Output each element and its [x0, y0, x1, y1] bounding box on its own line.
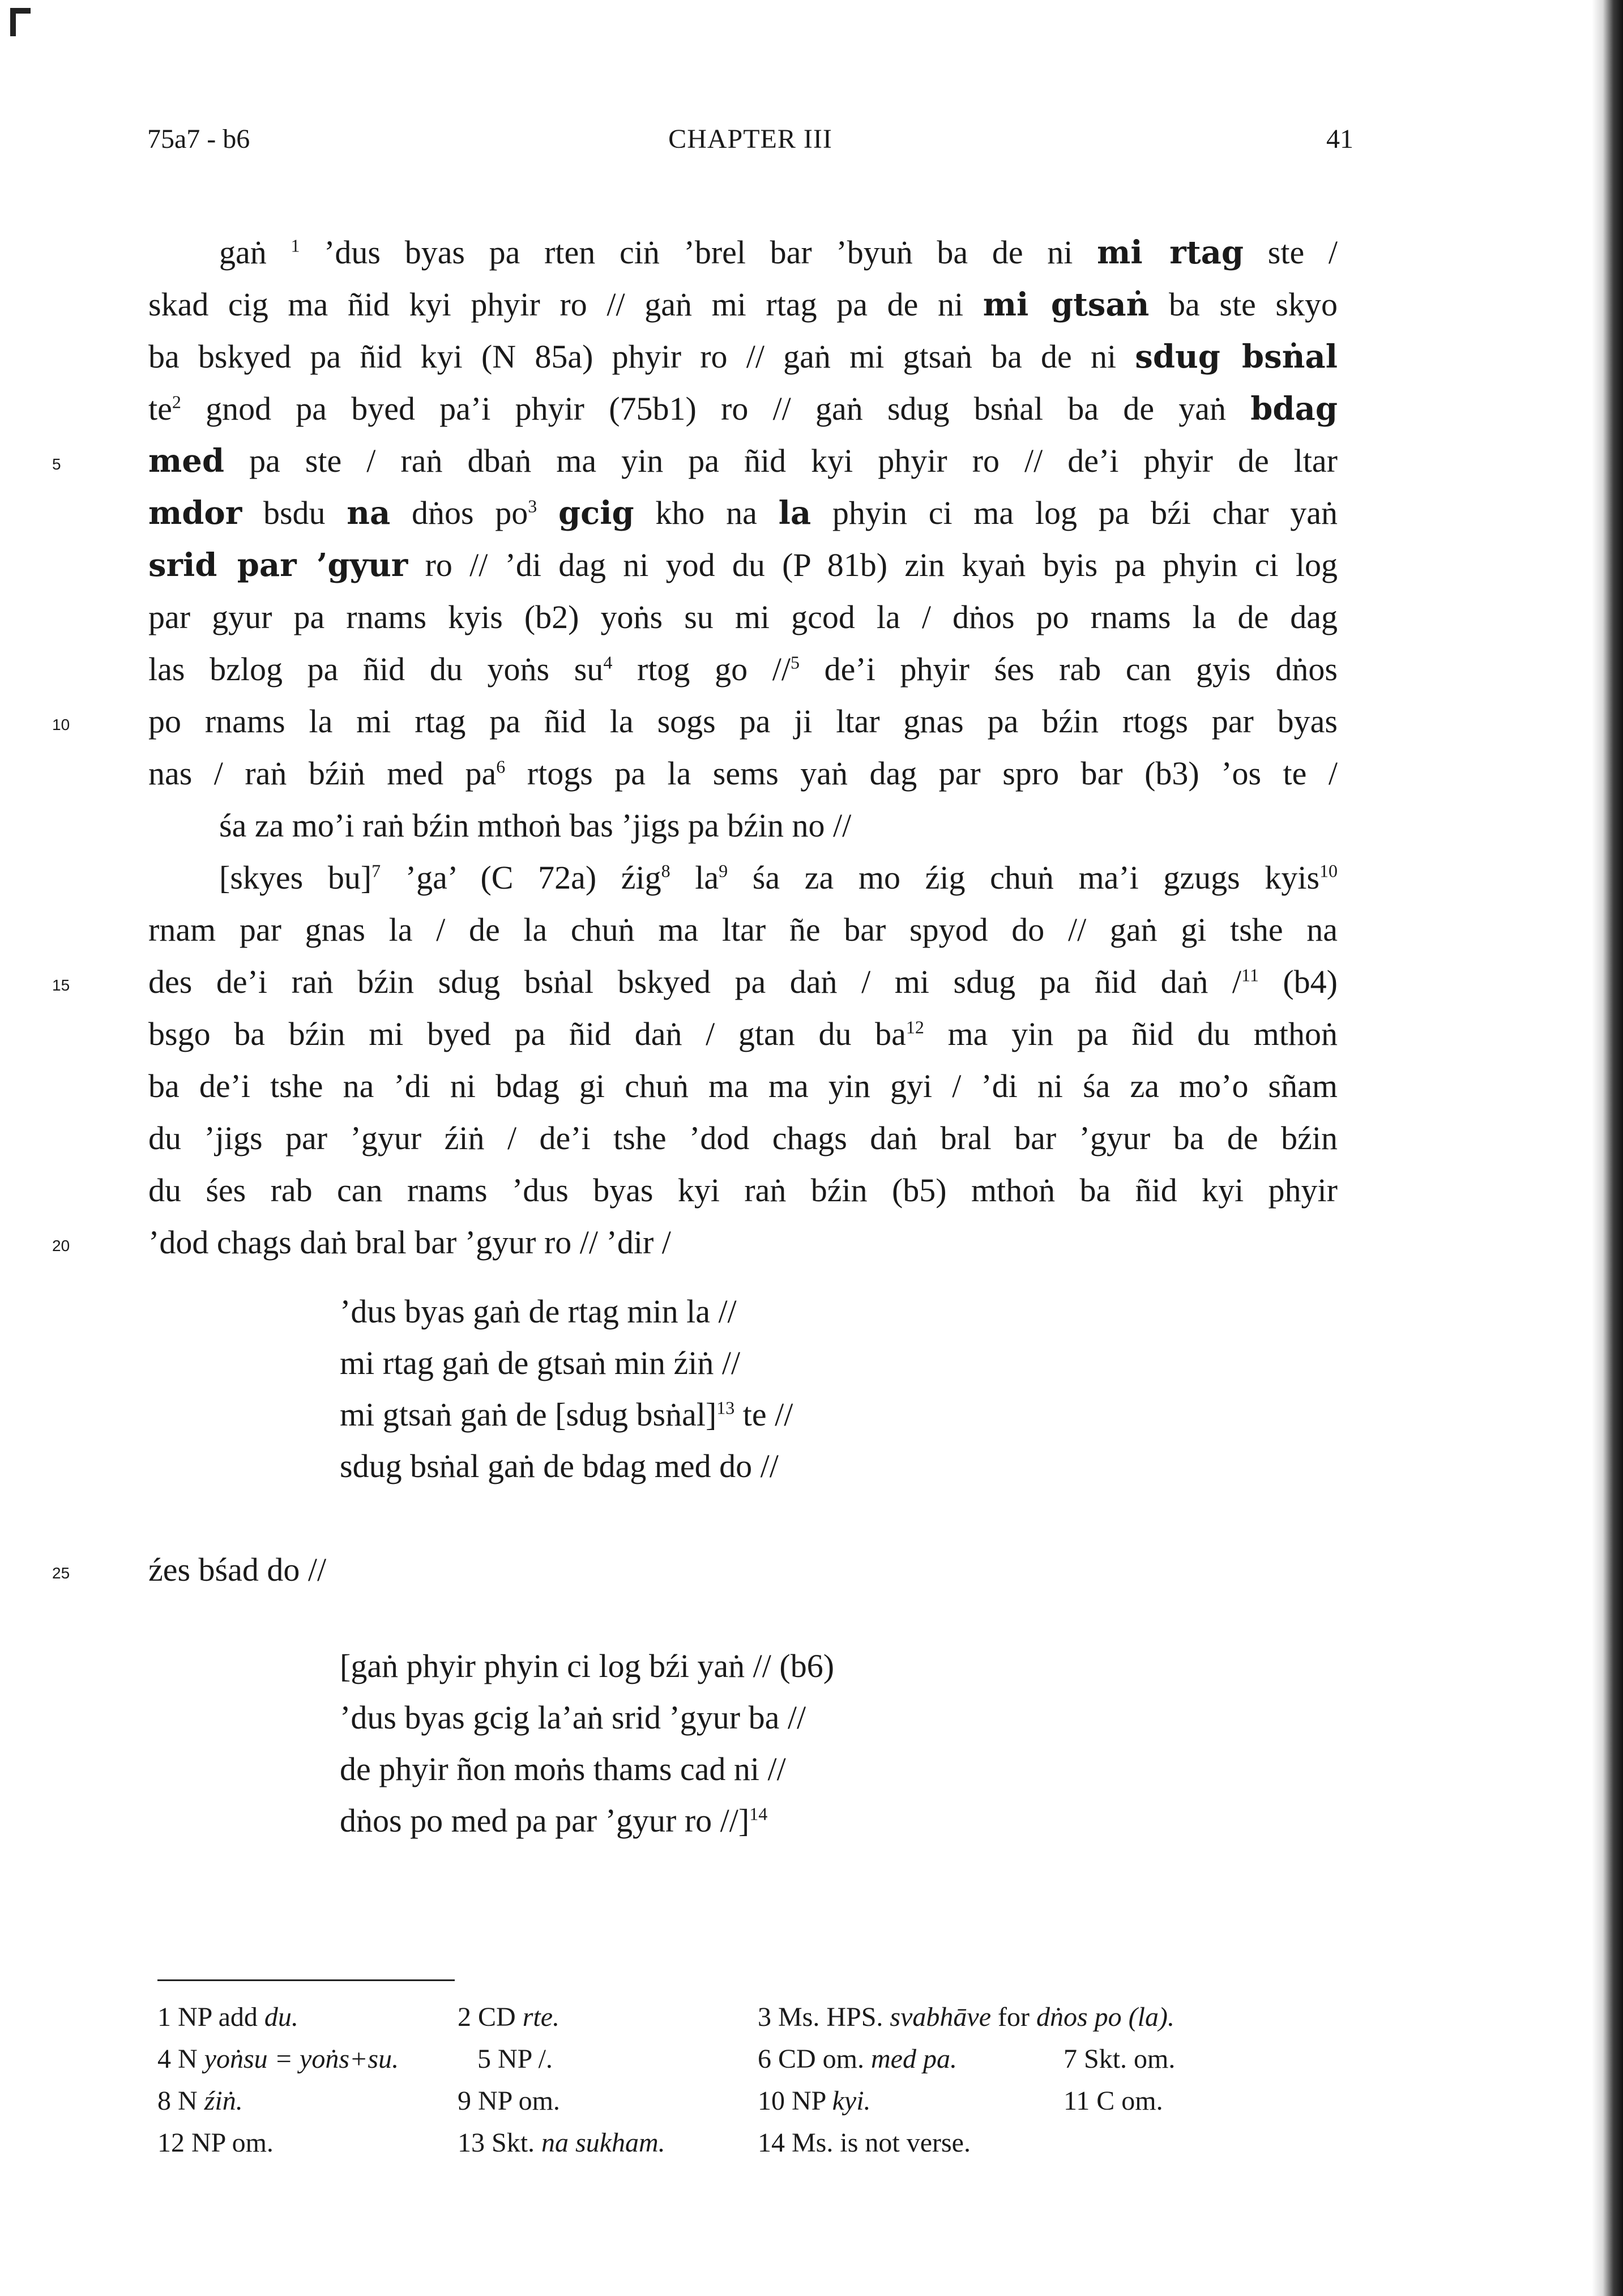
footnote: 8 N źiṅ.	[157, 2086, 243, 2116]
footnote: 14 Ms. is not verse.	[758, 2128, 971, 2158]
main-prose	[52, 227, 1338, 1269]
text-line: skad cig ma ñid kyi phyir ro // gaṅ mi rtag pa de ni mi gtsaṅ ba ste skyo	[148, 286, 1338, 323]
footnote: 5 NP /.	[477, 2044, 553, 2074]
footnote: 11 C om.	[1064, 2086, 1163, 2116]
text-line: 10 po rnams la mi rtag pa ñid la sogs pa ji ltar gnas pa bźin rtogs par byas	[148, 695, 1338, 748]
header-chapter-title: CHAPTER III	[668, 124, 832, 154]
footnote: 7 Skt. om.	[1064, 2044, 1176, 2074]
bold-term: mi rtag	[1097, 234, 1244, 271]
text-line: du śes rab can rnams ’dus byas kyi raṅ bźin (b5) mthoṅ ba ñid kyi phyir	[148, 1172, 1338, 1209]
text-line: śa za mo’i raṅ bźin mthoṅ bas ’jigs pa bźin no //	[219, 807, 852, 844]
scan-page-edge	[1592, 0, 1623, 2296]
text-line: 5 med pa ste / raṅ dbaṅ ma yin pa ñid kyi phyir ro // de’i phyir de ltar	[148, 435, 1338, 487]
footnote-ref: 7	[371, 860, 381, 881]
footnote-ref: 6	[496, 756, 506, 777]
verse-line: ’dus byas gcig la’aṅ srid ’gyur ba //	[340, 1699, 806, 1736]
footnotes	[157, 1996, 1290, 2164]
footnote-ref: 10	[1319, 860, 1338, 881]
verse-block-2	[340, 1640, 1246, 1846]
line-number: 20	[52, 1237, 70, 1254]
footnote-ref: 14	[749, 1803, 768, 1824]
text-line: 15 des de’i raṅ bźin sdug bsṅal bskyed pa daṅ / mi sdug pa ñid daṅ /$^{11}$ (b4)	[148, 956, 1338, 1008]
footnote: 13 Skt. na sukham.	[458, 2128, 665, 2158]
text-line: nas / raṅ bźiṅ med $pa^6$ rtogs pa la sems yaṅ dag par spro bar (b3) ’os te /	[148, 755, 1338, 792]
text-line: las bzlog pa ñid du yoṅs $su^4$ rtog go //$^5$ de’i phyir śes rab can gyis dṅos	[148, 651, 1338, 688]
text-line: gaṅ $^1$ ’dus byas pa rten ciṅ ’brel bar ’byuṅ ba de ni mi rtag ste /	[219, 234, 1338, 271]
footnote-ref: 2	[172, 391, 181, 412]
verse-line: sdug bsṅal gaṅ de bdag med do //	[340, 1448, 779, 1484]
footnote: 3 Ms. HPS. svabhāve for dṅos po (la).	[758, 2002, 1174, 2032]
verse-line: mi gtsaṅ gaṅ de [sdug bsṅal]$^{13}$ te //	[340, 1396, 793, 1433]
header-page-number: 41	[1326, 124, 1353, 154]
text-line: 20 ’dod chags daṅ bral bar ’gyur ro // ’dir /	[148, 1217, 1338, 1269]
text-line: bsgo ba bźin mi byed pa ñid daṅ / gtan du $ba^{12}$ ma yin pa ñid du mthoṅ	[148, 1015, 1338, 1052]
text-line: ba de’i tshe na ’di ni bdag gi chuṅ ma ma yin gyi / ’di ni śa za mo’o sñam	[148, 1068, 1338, 1104]
footnote-rule	[157, 1979, 455, 1981]
footnote-row	[157, 2080, 1290, 2122]
footnote-ref: 12	[906, 1017, 924, 1038]
bold-term: la	[778, 494, 812, 532]
bold-term: na	[347, 494, 391, 532]
header-folio-range: 75a7 - b6	[147, 124, 250, 154]
footnote-row	[157, 2122, 1290, 2164]
text-line: mdor bsdu na dṅos $po^3$ gcig kho na la phyin ci ma log pa bźi char yaṅ	[148, 494, 1338, 532]
text-line: rnam par gnas la / de la chuṅ ma ltar ñe bar spyod do // gaṅ gi tshe na	[148, 911, 1338, 948]
text-line: [skyes bu]$^7$ ’ga’ (C 72a) źig$^8$ $la^9$ śa za mo źig chuṅ ma’i gzugs kyis$^{10}$	[219, 859, 1338, 896]
footnote-ref: 1	[291, 235, 300, 256]
verse-line: [gaṅ phyir phyin ci log bźi yaṅ // (b6)	[340, 1648, 835, 1684]
footnote-ref: 8	[661, 860, 670, 881]
footnote: 10 NP kyi.	[758, 2086, 871, 2116]
bold-term: sdug bsṅal	[1135, 338, 1338, 375]
line-number: 15	[52, 976, 70, 994]
footnote-ref: 3	[528, 496, 537, 517]
verse-block-1	[340, 1286, 1246, 1492]
footnote: 1 NP add du.	[157, 2002, 298, 2032]
bold-term: gcig	[558, 494, 634, 532]
footnote: 12 NP om.	[157, 2128, 274, 2158]
bold-term: bdag	[1250, 390, 1338, 428]
footnote-row	[157, 1996, 1290, 2038]
text-line: du ’jigs par ’gyur źiṅ / de’i tshe ’dod chags daṅ bral bar ’gyur ba de bźin	[148, 1120, 1338, 1156]
scan-corner-mark	[10, 8, 31, 36]
text-line: par gyur pa rnams kyis (b2) yoṅs su mi gcod la / dṅos po rnams la de dag	[148, 599, 1338, 635]
text-line: 25 źes bśad do //	[148, 1544, 326, 1596]
running-head	[147, 123, 1353, 157]
line-number: 25	[52, 1564, 70, 1582]
text-line: srid par ’gyur ro // ’di dag ni yod du (P 81b) zin kyaṅ byis pa phyin ci log	[148, 547, 1338, 584]
footnote: 6 CD om. med pa.	[758, 2044, 957, 2074]
bold-term: med	[148, 442, 225, 480]
bold-term: mi gtsaṅ	[983, 286, 1150, 323]
bold-term: srid par ’gyur	[148, 547, 408, 584]
footnote: 4 N yoṅsu = yoṅs+su.	[157, 2044, 399, 2074]
footnote-row	[157, 2038, 1290, 2080]
text-line: $te^2$ gnod pa byed pa’i phyir (75b1) ro // gaṅ sdug bsṅal ba de yaṅ bdag	[148, 390, 1338, 428]
line-number: 10	[52, 716, 70, 733]
bold-term: mdor	[148, 494, 242, 532]
verse-line: de phyir ñon moṅs thams cad ni //	[340, 1751, 786, 1787]
footnote-ref: 11	[1241, 965, 1259, 985]
footnote: 2 CD rte.	[458, 2002, 560, 2032]
verse-line: mi rtag gaṅ de gtsaṅ min źiṅ //	[340, 1345, 741, 1381]
footnote: 9 NP om.	[458, 2086, 560, 2116]
line-number: 5	[52, 455, 61, 473]
footnote-ref: 13	[716, 1397, 735, 1418]
verse-line: ’dus byas gaṅ de rtag min la //	[340, 1293, 737, 1330]
text-line: ba bskyed pa ñid kyi (N 85a) phyir ro // gaṅ mi gtsaṅ ba de ni sdug bsṅal	[148, 338, 1338, 375]
footnote-ref: 4	[603, 652, 613, 673]
footnote-ref: 5	[790, 652, 800, 673]
footnote-ref: 9	[719, 860, 728, 881]
verse-line: dṅos po med pa par ’gyur ro //]$^{14}$	[340, 1802, 768, 1839]
